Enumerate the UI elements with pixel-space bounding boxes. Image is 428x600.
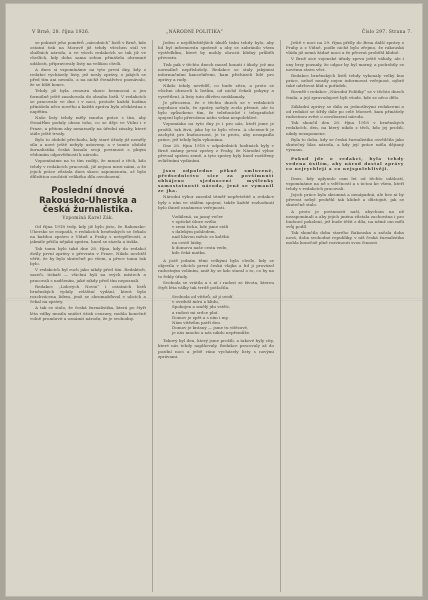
poem-line: Vzdálená, za jasný večer — [172, 213, 223, 219]
column-1 — [30, 40, 146, 592]
paragraph: A dnes si vzpomínáme na tyto první dny, kdy z redakcí vycházely listy, jež nesly zprávy, o jakých se před tím ani nesnilo, a na nichž čtenářstvo poznávalo, že se blíží konec. — [30, 66, 146, 88]
paragraph: Tisk pak v těchto dnech musel konati i úkoly, jež mu normálně nepříslušely. Redakce se staly jakýmisi informačními kancelářemi, kam přicházeli lidé pro zprávy a rady. — [158, 61, 274, 83]
col1-top-text — [30, 40, 146, 179]
paragraph: Dne 28. října 1918 v odpoledních hodinách byly v Brně známy první zprávy z Prahy, že Národní výbor převzal správu země, a tyto zprávy byly hned rozšířeny zvláštními vydáními. — [158, 142, 274, 164]
paragraph: Vzpomínáme na to tím raději, že mnozí z těch, kdo tehdy v redakcích pracovali, již nejsou mezi námi, a že jejich práce zůstala dnes skoro zapomenuta, ač byla důležitou součástí velikého díla osvobození. — [30, 158, 146, 179]
header-page-number: Číslo 297. Strana 7. — [361, 30, 412, 35]
paragraph: Vzpomínka na tyto dny je i pro nás, kteří jsme je prožili, tak živá, jako by to bylo včera. A chceme-li je zachytit pro budoucnost, je to proto, aby nezapadla práce, jež tehdy byla vykonána. — [158, 121, 274, 142]
paragraph: V redakcích byl ruch jako nikdy před tím. Redaktoři, sazeči, tiskaři — všichni byli na svých místech a pracovali s nadšením, jaké nikdy před tím nepoznali. — [30, 267, 146, 283]
poem-line: v zemi ticha, kde jsme stáli — [172, 224, 229, 230]
paragraph: Základní zprávy se dála za jednotlivými redakcemi a od redakcí se šířily dále po celé Moravě, kam přinášely radostnou zvěst o osvobození národa. — [286, 103, 404, 120]
poem-line: v ovzduší míru a klidu, — [172, 299, 220, 305]
paragraph: Tak skončila doba starého Rakouska a začala doba nová, doba svobodné republiky, v níž česká žurnalistika mohla konečně plně rozvinouti svou činnost. — [286, 230, 404, 246]
bold-paragraph: Jsou odpoledne pěkně smluvené, předsednictvo sice za povšimnutí obhájeno sjednocení myšlenky samostatnosti národa, jenž se vymanil ze jha. — [158, 167, 274, 194]
poem-line: kde čeká matka. — [172, 249, 206, 255]
paragraph: V Brně sice vojenské úřady zprvu ještě váhaly, ale i ony brzy poznaly, že odpor by byl marný, a podrobily se novému stavu věcí. — [286, 56, 404, 72]
poem-line: Domov je krásný — jsme tu vítězové, — [172, 324, 249, 330]
poem-block — [158, 214, 274, 255]
article-byline: Vzpomíná Karel Zák. — [62, 215, 114, 221]
column-rule — [152, 40, 153, 592]
paragraph: Redakce „Lidových Novin“ i ostatních listů brněnských vydaly zvláštní vydání, která byla rozchvácena lidem, jenž se shromažďoval v ulicích a čekal na zprávy. — [30, 283, 146, 305]
paragraph: Bylo to období přechodu, kdy staré úřady již neměly sílu a nové ještě nebyly ustaveny, a v tomto období žurnalistika česká konala svoji povinnost s plným vědomím odpovědnosti k národu. — [30, 136, 146, 158]
poem-line: Nám vítězům patří den. — [172, 319, 222, 325]
column-rule — [280, 40, 281, 592]
poem-line: Domov je zpět a s ním i my, — [172, 314, 229, 320]
paragraph: Tak tomu bylo také dne 28. října, kdy do redakcí došly první zprávy o převratu v Praze. Nikdo nechtěl věřit, že by bylo skutečně po všem, a přece tomu tak bylo. — [30, 245, 146, 267]
paragraph: Byla to doba, kdy se česká žurnalistika osvědčila jako skutečný hlas národa, a kdy její práce měla dějinný význam. — [286, 136, 404, 152]
paragraph: Rovněž i redakce „Národní Politiky“ se v těchto dnech činila, a její zpravodajové byli všude, kde se něco dělo. — [286, 89, 404, 100]
poem-line: je nás mnoho a nás nikdo nepřemůže. — [172, 330, 251, 336]
paragraph: Národní výbor zasedal téměř nepřetržitě a redakce byly s ním ve stálém spojení, takže každé rozhodnutí bylo ihned oznámeno veřejnosti. — [158, 194, 274, 210]
bold-paragraph: Pokud jde o redakci, byla tehdy vedena úsilím, aby národ dostal zprávy co nejrychleji a co nejspolehlivěji. — [286, 156, 404, 172]
poem-line: Svoboda od vítězů, až ji uvidí — [172, 294, 233, 300]
paragraph: Jejich práce byla skromná a nenápadná, ale bez ní by převrat nebyl proběhl tak klidně a důstojně, jak se skutečně stalo. — [286, 192, 404, 208]
col1-article-text — [30, 224, 146, 321]
poem-line: nad hlavou měsíc se kolébá — [172, 234, 229, 240]
poem-line: na cestě lásky, — [172, 239, 202, 245]
paragraph: Tak skončil den 28. října 1918 v brněnských redakcích, den, na který nikdo z těch, kdo jej prožili, nikdy nezapomene. — [286, 120, 404, 136]
paragraph: Je přirozeno, že v těchto dnech se v redakcích nejednou stalo, že zprávy nebyly zcela přesné, ale to bylo způsobeno tím, že telefonické i telegrafické spojení bylo přerušeno nebo velmi nespolehlivé. — [158, 99, 274, 121]
header-title: „NÁRODNÍ POLITIKA“ — [166, 30, 224, 35]
paragraph: se pokusit jeho poměrů „národních“ listů v Brně, kde ostatní tisk na Moravě již tehdy všechen stál ve službách národa, a ve všech redakcích se tak již ve chvílích, kdy doba sama sebou přinášela ohromné události, připravovaly listy na velikou chvíli. — [30, 40, 146, 66]
poem-block — [158, 294, 274, 335]
newspaper-page — [6, 4, 422, 596]
paragraph: Svoboda se vrátila a s ní i radost ze života, kterou čtyři léta války tak tvrdě potlačila. — [158, 279, 274, 290]
poem-line: s dalekým pohledem, — [172, 229, 216, 235]
paragraph: A tak se stalo, že česká žurnalistika, která po čtyři léta války musila snášet útisk cenzury, mohla konečně volně promluvit a oznámit národu, že je svobodný. — [30, 305, 146, 321]
paragraph: Od října 1918 tedy, kdy již bylo jisto, že Rakousko-Uhersko se rozpadá, v redakcích brněnských se čekalo na každou zprávu z Vídně a Prahy s netrpělivostí, a jakmile přišla nějaká zpráva, hned se sázela a tiskla. — [30, 224, 146, 245]
paragraph: Dnes, kdy uplynulo osm let od těchto událostí, vzpomínáme na ně s vděčností a s úctou ke všem, kteří tehdy v redakcích pracovali. — [286, 175, 404, 191]
paragraph: A proto je povinností naší, abychom na ně nezapomínali a aby jejich jména zůstala zachována i pro budoucí pokolení, jež bude těžit z díla, na němž oni měli svůj podíl. — [286, 208, 404, 229]
paragraph: Ještě v noci na 29. října přišly do Brna další zprávy z Prahy a z Vídně, podle nichž bylo zřejmo, že rakouská vláda již nemá žádné moci a že převrat proběhl klidně. — [286, 40, 404, 56]
poem-line: k domovu naše cesta vede, — [172, 244, 228, 250]
paragraph: Redakce brněnských listů tehdy vykonaly velký kus práce, neboť musily nejen informovat veřejnost, nýbrž také udržovat klid a pořádek. — [286, 72, 404, 89]
paragraph: Takový byl den, který jsme prožili, a takové byly city, které nás tehdy naplňovaly. Redakce pracovaly až do pozdní noci a ještě ráno vycházely listy s novými zprávami. — [158, 338, 274, 359]
paragraph: Tehdy již byla cenzura skoro bezmocná a jen formálně ještě zasahovala do obsahu listů. V redakcích se pracovalo ve dne i v noci, protože každá hodina přinášela něco nového a každá zpráva byla očekávána s napětím. — [30, 88, 146, 115]
paragraph: Naše listy tehdy měly mnoho práce s tím, aby čtenářům podaly obraz toho, co se děje ve Vídni i v Praze, a přitom aby nenarazily na úřední zásahy, které stále ještě trvaly. — [30, 115, 146, 136]
poem-line: Spokojen a smělý jdu vstříc, — [172, 304, 231, 310]
poem-line: v optické úloze svého — [172, 219, 217, 224]
column-3 — [286, 40, 404, 592]
header-date: V Brně, 28. října 1926. — [32, 30, 90, 35]
paragraph: Nikdo tehdy nevěděl, co bude zítra, a proto se všichni obraceli k listům, od nichž čekali pokyny a vysvětlení. A listy tuto důvěru nezklamaly. — [158, 83, 274, 99]
page-header — [32, 30, 412, 40]
column-2 — [158, 40, 274, 592]
paragraph: Jeden z nejdůležitějších úkolů tisku tehdy bylo, aby lid byl informován správně a aby se zabránilo všem výstřelkům, které by mohly ohrozit klidný průběh převratu. — [158, 40, 274, 61]
poem-line: a radost mi srdce plní. — [172, 309, 219, 315]
paragraph: A jistě jedním těmi velkými byla chvíle, kdy se objevila v ulicích první česká vlajka a lid ji provázel radostným voláním, aniž by se kdo staral o to, co by na to řekly úřady. — [158, 258, 274, 279]
article-headline: Poslední dnové Rakousko-Uherska a česká žurnalistika. — [39, 185, 137, 215]
